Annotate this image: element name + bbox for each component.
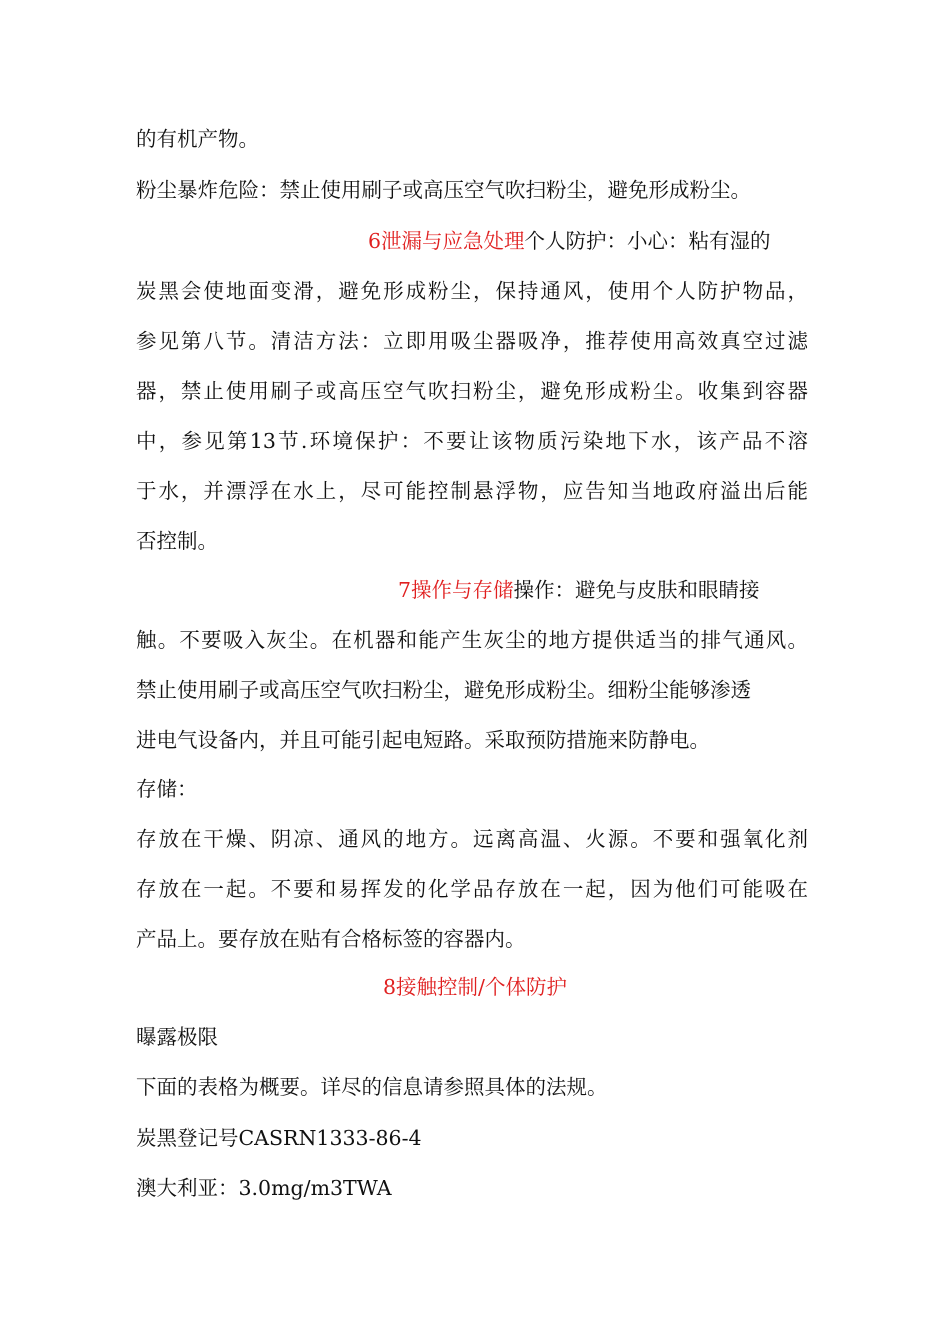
paragraph-line: 否控制。 xyxy=(136,529,218,553)
paragraph-line: 进电气设备内，并且可能引起电短路。采取预防措施来防静电。 xyxy=(136,728,710,752)
paragraph-line: 粉尘暴炸危险：禁止使用刷子或高压空气吹扫粉尘，避免形成粉尘。 xyxy=(136,178,751,202)
paragraph-line: 参见第八节。清洁方法：立即用吸尘器吸净，推荐使用高效真空过滤 xyxy=(136,329,808,353)
paragraph-line: 的有机产物。 xyxy=(136,127,259,151)
section-heading-6: 6泄漏与应急处理 xyxy=(368,229,525,253)
section-6-line: 6泄漏与应急处理个人防护：小心：粘有湿的 xyxy=(368,229,771,253)
section-7-line: 7操作与存储操作：避免与皮肤和眼睛接 xyxy=(398,578,760,602)
paragraph-line: 下面的表格为概要。详尽的信息请参照具体的法规。 xyxy=(136,1075,608,1099)
paragraph-line: 存储： xyxy=(136,777,198,801)
paragraph-line: 产品上。要存放在贴有合格标签的容器内。 xyxy=(136,927,526,951)
section-8-line xyxy=(0,974,950,1000)
paragraph-line: 禁止使用刷子或高压空气吹扫粉尘，避免形成粉尘。细粉尘能够渗透 xyxy=(136,678,751,702)
paragraph-line: 炭黑会使地面变滑，避免形成粉尘，保持通风，使用个人防护物品， xyxy=(136,279,808,303)
paragraph-line: 曝露极限 xyxy=(136,1025,218,1049)
paragraph-line: 触。不要吸入灰尘。在机器和能产生灰尘的地方提供适当的排气通风。 xyxy=(136,628,808,652)
paragraph-line: 中，参见第13节.环境保护：不要让该物质污染地下水，该产品不溶 xyxy=(136,429,808,453)
paragraph-line: 存放在干燥、阴凉、通风的地方。远离高温、火源。不要和强氧化剂 xyxy=(136,827,808,851)
paragraph-line: 澳大利亚：3.0mg/m3TWA xyxy=(136,1176,392,1200)
section-heading-8: 8接触控制/个体防护 xyxy=(383,975,567,999)
section-heading-7: 7操作与存储 xyxy=(398,578,514,602)
paragraph-line: 器，禁止使用刷子或高压空气吹扫粉尘，避免形成粉尘。收集到容器 xyxy=(136,379,808,403)
paragraph-line: 炭黑登记号CASRN1333-86-4 xyxy=(136,1126,422,1150)
paragraph-line: 存放在一起。不要和易挥发的化学品存放在一起，因为他们可能吸在 xyxy=(136,877,808,901)
paragraph-line: 于水，并漂浮在水上，尽可能控制悬浮物，应告知当地政府溢出后能 xyxy=(136,479,808,503)
